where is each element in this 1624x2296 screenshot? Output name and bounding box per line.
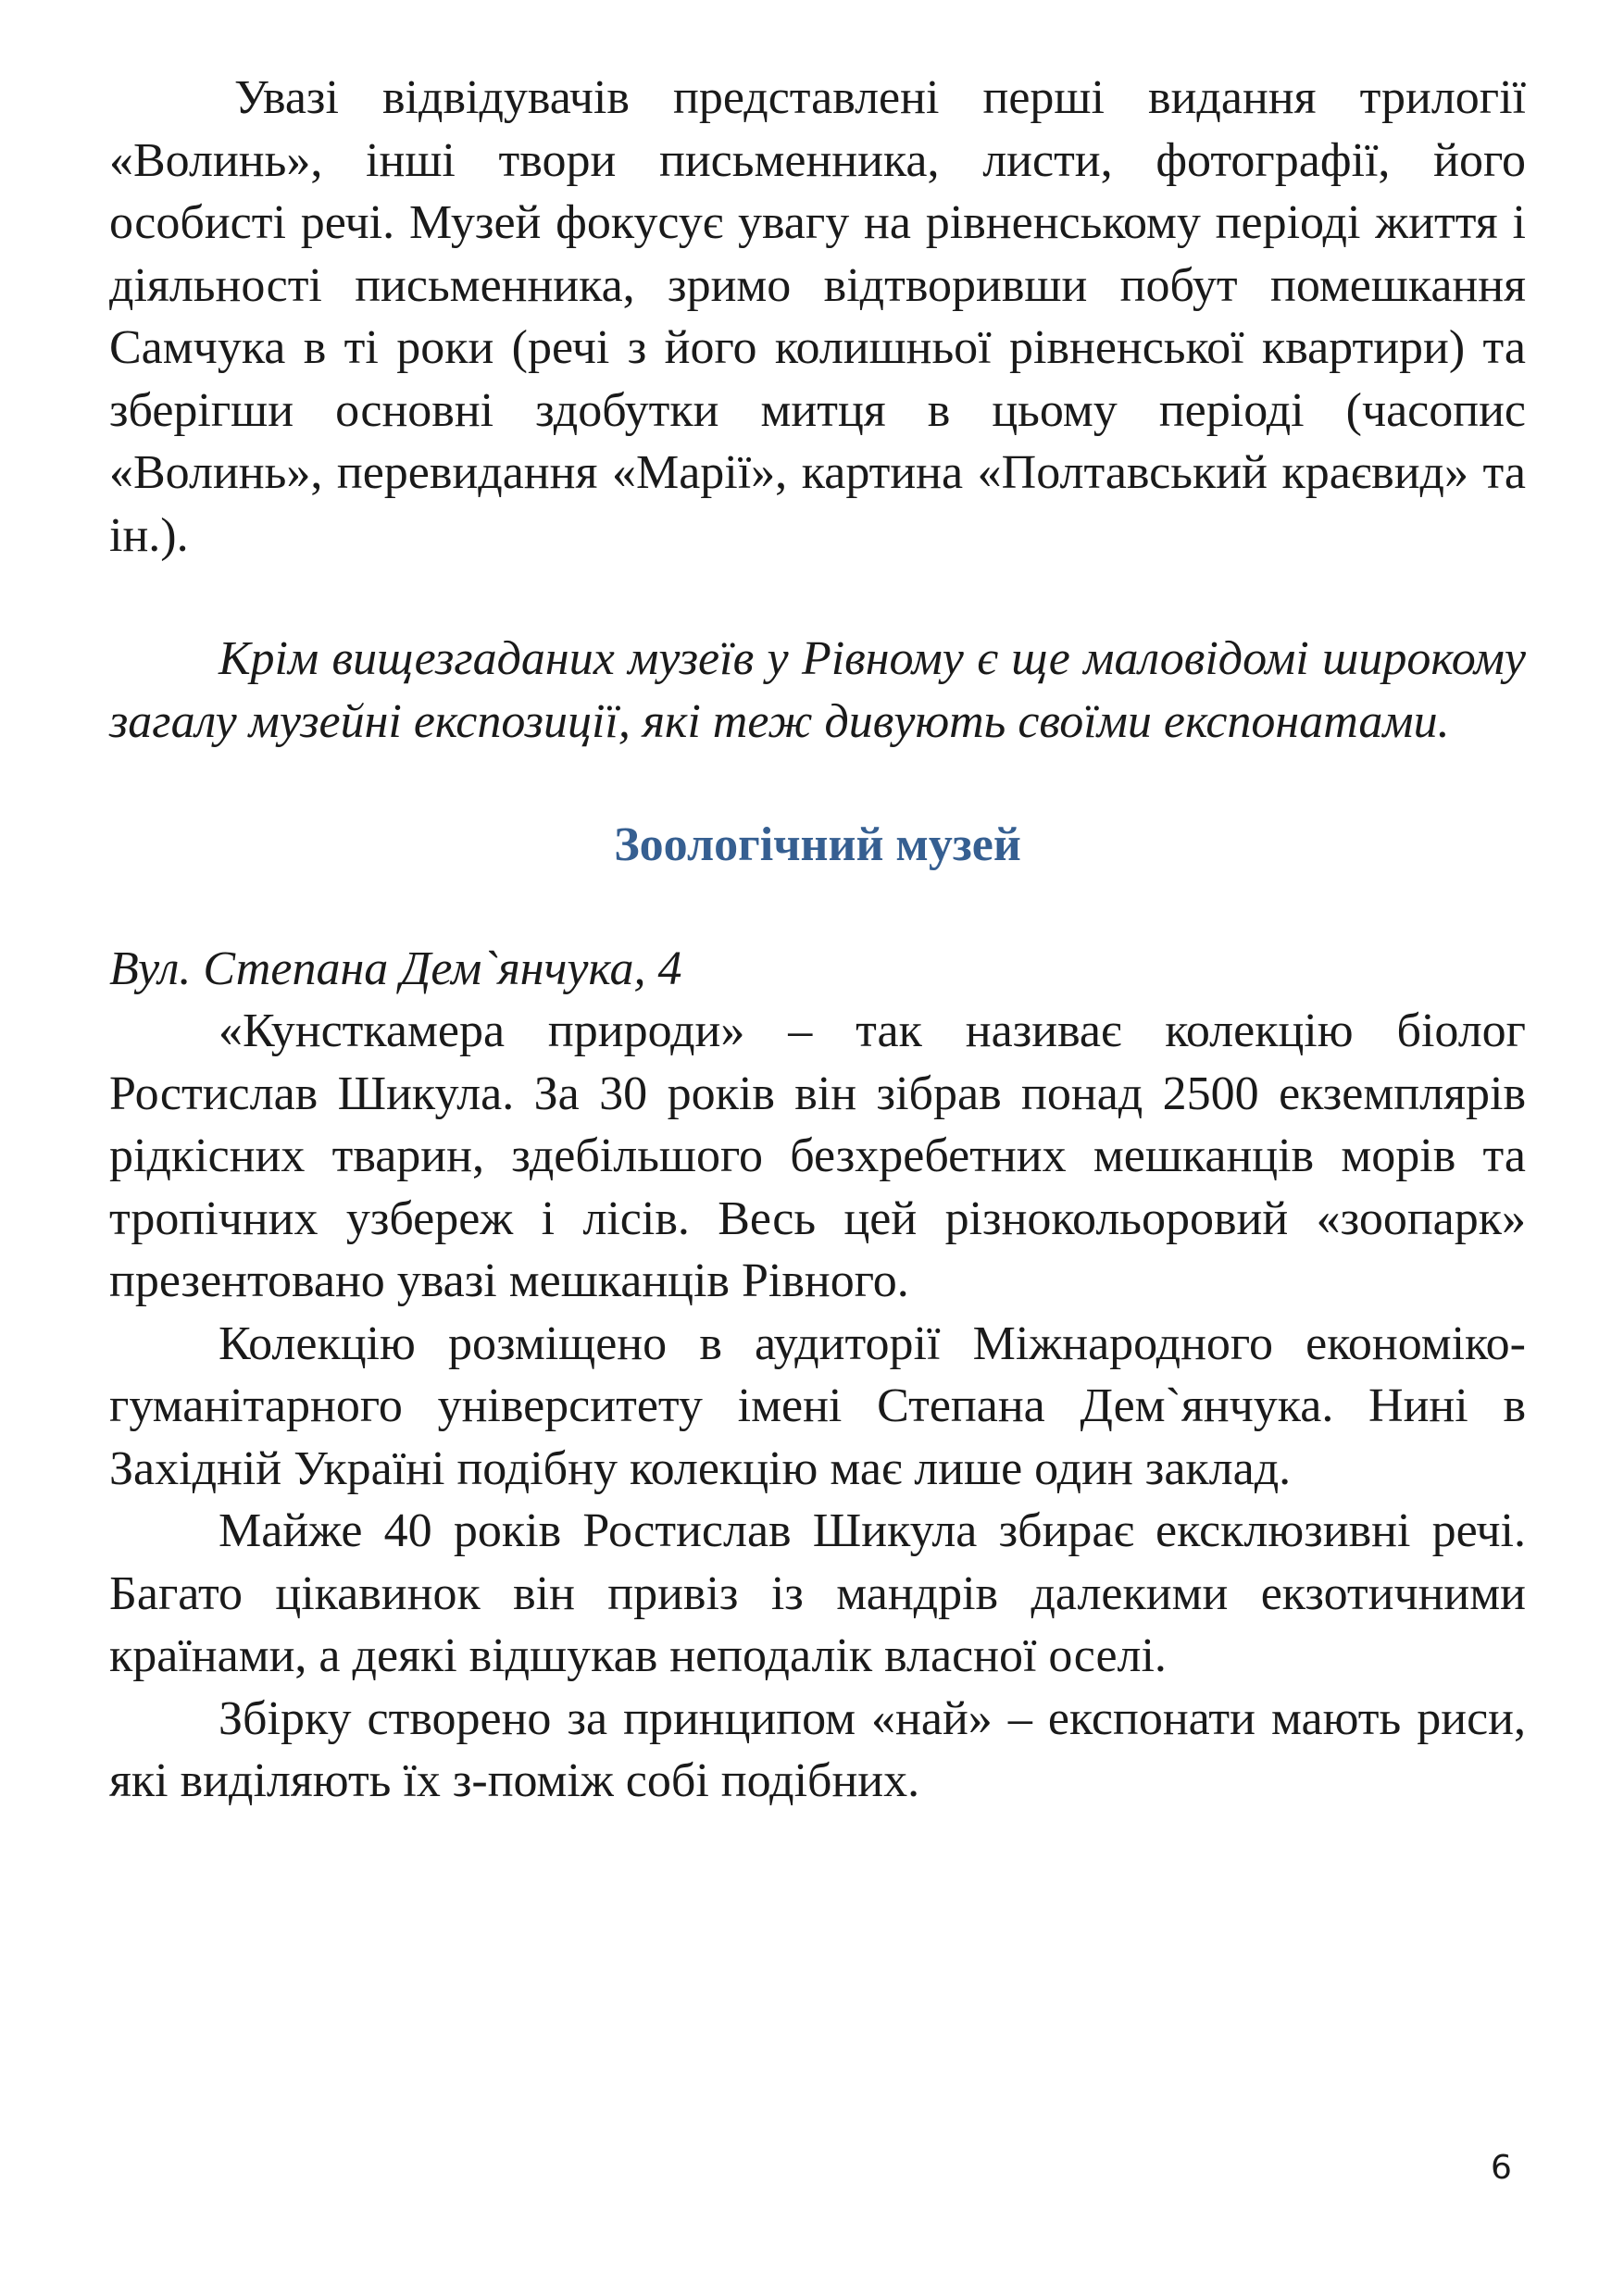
paragraph-other-museums: Крім вищезгаданих музеїв у Рівному є ще маловідомі широкому загалу музейні експозиції, які теж дивують своїми експонатами. [109, 632, 1526, 748]
address-line: Вул. Степана Дем`янчука, 4 [109, 942, 682, 995]
paragraph-nai-principle: Збірку створено за принципом «най» – експонати мають риси, які виділяють їх з-поміж собі подібних. [109, 1691, 1526, 1807]
page-number: 6 [1491, 2149, 1512, 2187]
section-heading: Зоологічний музей [614, 818, 1021, 871]
paragraph-collecting-years: Майже 40 років Ростислав Шикула збирає ексклюзивні речі. Багато цікавинок він привіз із мандрів далекими екзотичними країнами, а деякі відшукав неподалік власної оселі. [109, 1504, 1526, 1682]
paragraph-kunstkamera: «Кунсткамера природи» – так називає колекцію біолог Ростислав Шикула. За 30 років він зібрав понад 2500 екземплярів рідкісних тварин, здебільшого безхребетних мешканців морів та тропічних узбереж і лісів. Весь цей різнокольоровий «зоопарк» презентовано увазі мешканців Рівного. [109, 1004, 1526, 1307]
paragraph-museum-exhibits: Увазі відвідувачів представлені перші видання трилогії «Волинь», інші твори письменника, листи, фотографії, його особисті речі. Музей фокусує увагу на рівненському періоді життя і діяльності письменника, зримо відтворивши побут помешкання Самчука в ті роки (речі з його колишньої рівненської квартири) та зберігши основні здобутки митця в цьому періоді (часопис «Волинь», перевидання «Марії», картина «Полтавський краєвид» та ін.). [109, 71, 1526, 562]
paragraph-collection-location: Колекцію розміщено в аудиторії Міжнародного економіко-гуманітарного університету імені Степана Дем`янчука. Нині в Західній Україні подібну колекцію має лише один заклад. [109, 1316, 1526, 1495]
document-page [109, 67, 1526, 1813]
